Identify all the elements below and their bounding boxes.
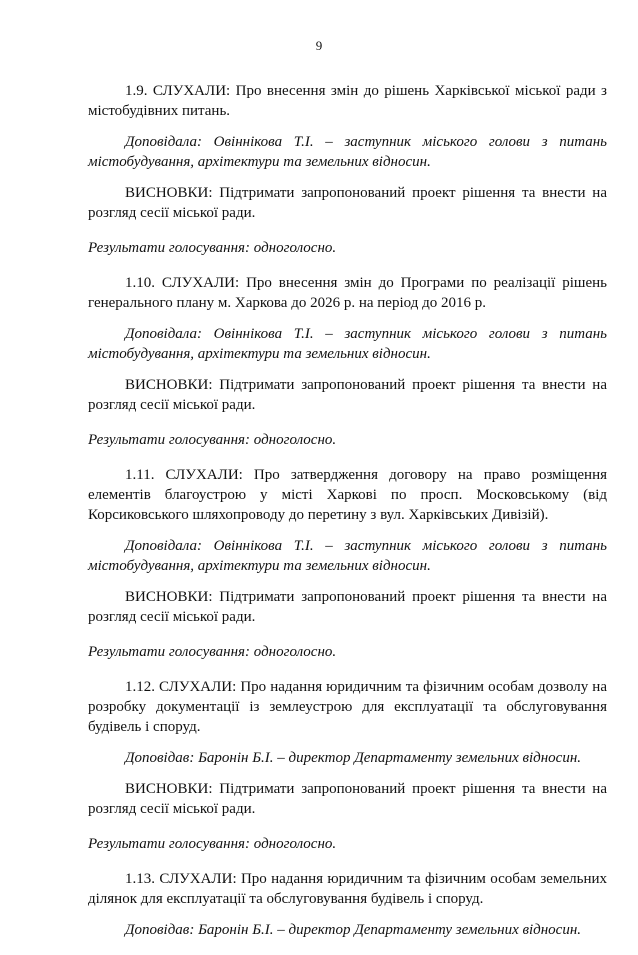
agenda-item-1-11 <box>88 465 607 662</box>
conclusion-paragraph: ВИСНОВКИ: Підтримати запропонований проект рішення та внести на розгляд сесії міської ради. <box>88 377 607 413</box>
conclusion-paragraph: ВИСНОВКИ: Підтримати запропонований проект рішення та внести на розгляд сесії міської ради. <box>88 589 607 625</box>
vote-result: Результати голосування: одноголосно. <box>88 836 337 852</box>
heard-paragraph: 1.11. СЛУХАЛИ: Про затвердження договору на право розміщення елементів благоустрою у місті Харкові по просп. Московському (від Корсиковського шляхопроводу до перетину з вул. Харківських Дивізій). <box>88 467 607 523</box>
reporter-paragraph: Доповідав: Баронін Б.І. – директор Департаменту земельних відносин. <box>125 750 582 766</box>
reporter-paragraph: Доповідав: Баронін Б.І. – директор Департаменту земельних відносин. <box>125 922 582 938</box>
reporter-paragraph: Доповідала: Овіннікова Т.І. – заступник міського голови з питань містобудування, архітектури та земельних відносин. <box>88 538 607 574</box>
reporter-paragraph: Доповідала: Овіннікова Т.І. – заступник міського голови з питань містобудування, архітектури та земельних відносин. <box>88 326 607 362</box>
agenda-item-1-9 <box>88 81 607 258</box>
agenda-item-1-12 <box>88 677 607 854</box>
agenda-item-1-10 <box>88 273 607 450</box>
vote-result: Результати голосування: одноголосно. <box>88 240 337 256</box>
heard-paragraph: 1.13. СЛУХАЛИ: Про надання юридичним та фізичним особам земельних ділянок для експлуатації та обслуговування будівель і споруд. <box>88 871 607 907</box>
heard-paragraph: 1.10. СЛУХАЛИ: Про внесення змін до Програми по реалізації рішень генерального плану м. Харкова до 2026 р. на період до 2016 р. <box>88 275 607 311</box>
reporter-paragraph: Доповідала: Овіннікова Т.І. – заступник міського голови з питань містобудування, архітектури та земельних відносин. <box>88 134 607 170</box>
document-body <box>88 81 607 955</box>
agenda-item-1-13 <box>88 869 607 940</box>
heard-paragraph: 1.9. СЛУХАЛИ: Про внесення змін до рішень Харківської міської ради з містобудівних питань. <box>88 83 607 119</box>
page-number: 9 <box>315 38 323 53</box>
heard-paragraph: 1.12. СЛУХАЛИ: Про надання юридичним та фізичним особам дозволу на розробку документації із землеустрою для експлуатації та обслуговування будівель і споруд. <box>88 679 607 735</box>
vote-result: Результати голосування: одноголосно. <box>88 644 337 660</box>
conclusion-paragraph: ВИСНОВКИ: Підтримати запропонований проект рішення та внести на розгляд сесії міської ради. <box>88 185 607 221</box>
vote-result: Результати голосування: одноголосно. <box>88 432 337 448</box>
conclusion-paragraph: ВИСНОВКИ: Підтримати запропонований проект рішення та внести на розгляд сесії міської ради. <box>88 781 607 817</box>
